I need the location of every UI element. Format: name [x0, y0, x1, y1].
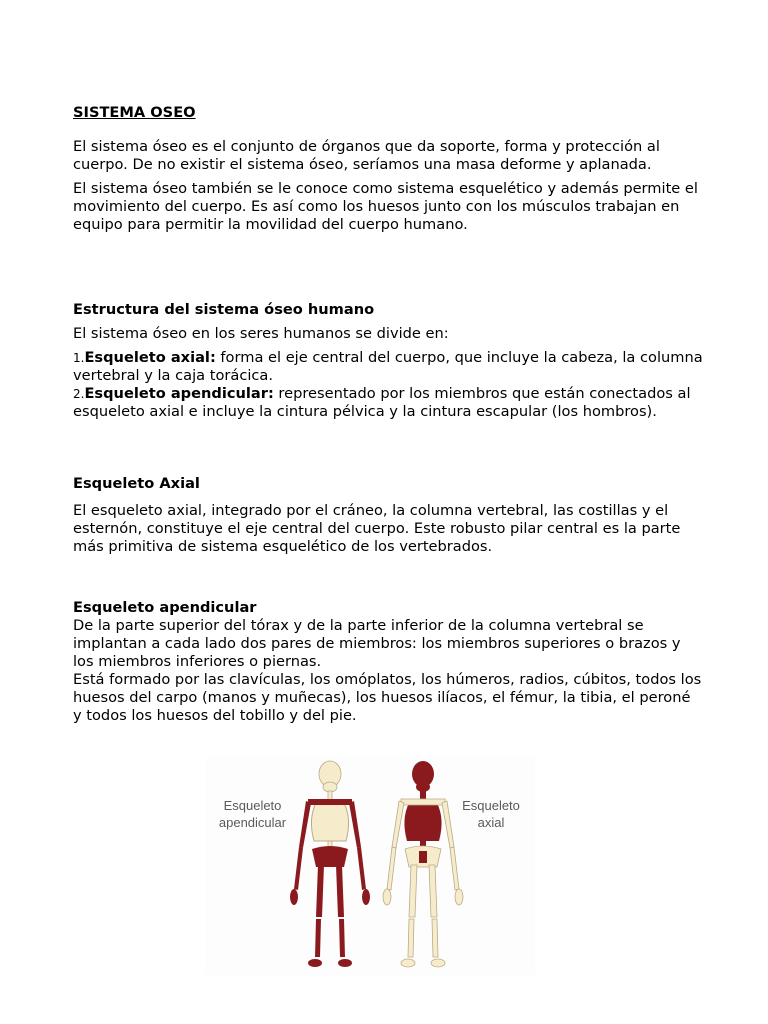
- document-title: SISTEMA OSEO: [73, 104, 196, 121]
- estructura-item-2: [73, 385, 703, 421]
- apendicular-paragraph-1: De la parte superior del tórax y de la parte inferior de la columna vertebral se implantan a cada lado dos pares de miembros: los miembros superiores o brazos y los miembros inferiores o piernas.: [73, 617, 681, 670]
- axial-section: [73, 475, 703, 556]
- estructura-section: [73, 301, 703, 421]
- apendicular-heading: Esqueleto apendicular: [73, 599, 257, 616]
- axial-heading: Esqueleto Axial: [73, 475, 200, 492]
- item-number: 2.: [73, 387, 85, 401]
- intro-section: [73, 138, 703, 234]
- axial-paragraph: El esqueleto axial, integrado por el cráneo, la columna vertebral, las costillas y el esternón, constituye el eje central del cuerpo. Este robusto pilar central es la parte más primitiva de sistema esquelético de los vertebrados.: [73, 502, 681, 555]
- estructura-heading: Estructura del sistema óseo humano: [73, 301, 375, 318]
- intro-paragraph-2: El sistema óseo también se le conoce como sistema esquelético y además permite el movimiento del cuerpo. Es así como los huesos junto con los músculos trabajan en equipo para permitir la movilidad del cuerpo humano.: [73, 180, 698, 233]
- item-number: 1.: [73, 351, 85, 365]
- apendicular-paragraph-2: Está formado por las clavículas, los omóplatos, los húmeros, radios, cúbitos, todos los huesos del carpo (manos y muñecas), los huesos ilíacos, el fémur, la tibia, el peroné y todos los huesos del tobillo y del pie.: [73, 671, 702, 724]
- item-text: representado por los miembros que están conectados al esqueleto axial e incluye la cintura pélvica y la cintura escapular (los hombros).: [73, 385, 691, 420]
- skeleton-figure: [205, 757, 535, 975]
- item-term: Esqueleto apendicular:: [84, 385, 274, 402]
- estructura-lead: El sistema óseo en los seres humanos se divide en:: [73, 325, 449, 342]
- intro-paragraph-1: El sistema óseo es el conjunto de órganos que da soporte, forma y protección al cuerpo. De no existir el sistema óseo, seríamos una masa deforme y aplanada.: [73, 138, 660, 173]
- item-term: Esqueleto axial:: [84, 349, 216, 366]
- axial-label-line-2: axial: [477, 815, 505, 830]
- estructura-item-1: [73, 349, 703, 385]
- apendicular-label-line-1: Esqueleto: [223, 798, 282, 813]
- axial-label-line-1: Esqueleto: [462, 798, 520, 813]
- apendicular-section: [73, 599, 703, 725]
- skeleton-axial-icon: [383, 761, 463, 967]
- item-text: forma el eje central del cuerpo, que incluye la cabeza, la columna vertebral y la caja torácica.: [73, 349, 703, 384]
- skeleton-apendicular-icon: [290, 761, 370, 967]
- skeleton-illustration: [205, 757, 535, 975]
- apendicular-label-line-2: apendicular: [218, 815, 287, 830]
